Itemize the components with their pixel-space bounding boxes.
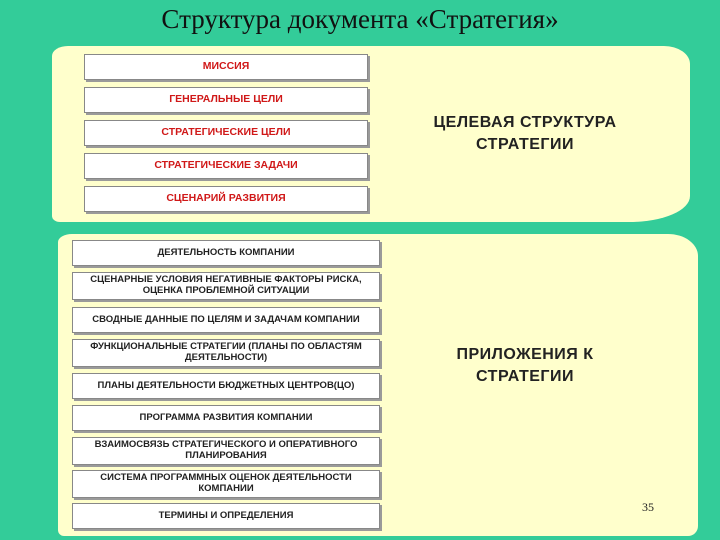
company-activity-box: ДЕЯТЕЛЬНОСТЬ КОМПАНИИ [72, 240, 380, 266]
evaluation-system-box: СИСТЕМА ПРОГРАММНЫХ ОЦЕНОК ДЕЯТЕЛЬНОСТИ КОМПАНИИ [72, 470, 380, 498]
appendices-heading-line1: ПРИЛОЖЕНИЯ К [456, 346, 594, 363]
target-structure-heading-line1: ЦЕЛЕВАЯ СТРУКТУРА [433, 114, 617, 131]
budget-centers-plans-box: ПЛАНЫ ДЕЯТЕЛЬНОСТИ БЮДЖЕТНЫХ ЦЕНТРОВ(ЦО) [72, 373, 380, 399]
planning-relationship-box: ВЗАИМОСВЯЗЬ СТРАТЕГИЧЕСКОГО И ОПЕРАТИВНОГО ПЛАНИРОВАНИЯ [72, 437, 380, 465]
general-goals-box: ГЕНЕРАЛЬНЫЕ ЦЕЛИ [84, 87, 368, 113]
development-scenario-box: СЦЕНАРИЙ РАЗВИТИЯ [84, 186, 368, 212]
appendices-heading-line2: СТРАТЕГИИ [476, 367, 574, 385]
target-structure-heading-line2: СТРАТЕГИИ [476, 135, 574, 153]
target-structure-heading [400, 112, 650, 155]
page-number: 35 [642, 500, 654, 514]
mission-box: МИССИЯ [84, 54, 368, 80]
terms-definitions-box: ТЕРМИНЫ И ОПРЕДЕЛЕНИЯ [72, 503, 380, 529]
development-program-box: ПРОГРАММА РАЗВИТИЯ КОМПАНИИ [72, 405, 380, 431]
strategic-tasks-box: СТРАТЕГИЧЕСКИЕ ЗАДАЧИ [84, 153, 368, 179]
scenario-conditions-box: СЦЕНАРНЫЕ УСЛОВИЯ НЕГАТИВНЫЕ ФАКТОРЫ РИСКА, ОЦЕНКА ПРОБЛЕМНОЙ СИТУАЦИИ [72, 272, 380, 300]
functional-strategies-box: ФУНКЦИОНАЛЬНЫЕ СТРАТЕГИИ (ПЛАНЫ ПО ОБЛАСТЯМ ДЕЯТЕЛЬНОСТИ) [72, 339, 380, 367]
slide-title: Структура документа «Стратегия» [161, 4, 559, 34]
appendices-heading [405, 344, 645, 387]
strategic-goals-box: СТРАТЕГИЧЕСКИЕ ЦЕЛИ [84, 120, 368, 146]
summary-data-box: СВОДНЫЕ ДАННЫЕ ПО ЦЕЛЯМ И ЗАДАЧАМ КОМПАНИИ [72, 307, 380, 333]
